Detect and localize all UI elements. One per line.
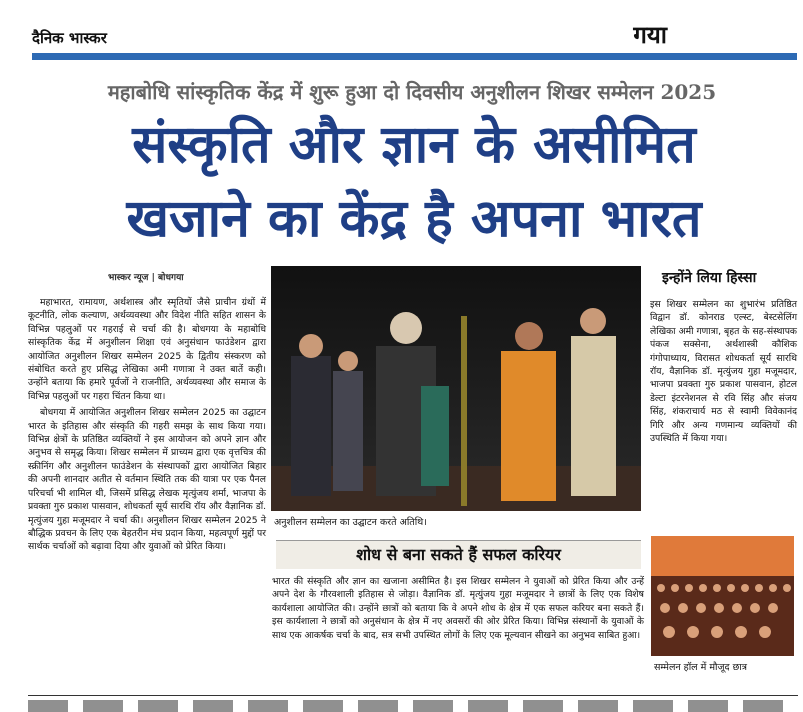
left-article-column	[28, 296, 266, 557]
photo-caption: अनुशीलन सम्मेलन का उद्घाटन करते अतिथि।	[274, 517, 427, 528]
city-label: गया	[633, 21, 667, 49]
cutoff-text-strip	[28, 700, 798, 712]
students-photo-caption: सम्मेलन हॉल में मौजूद छात्र	[654, 662, 747, 673]
middle-article-column: भारत की संस्कृति और ज्ञान का खजाना असीमित है। इस शिखर सम्मेलन ने युवाओं को प्रेरित किया और उन्हें अपने देश के गौरवशाली इतिहास से जोड़ा। वैज्ञानिक डॉ. मृत्युंजय गुहा मजूमदार ने छात्रों के लिए एक विशेष कार्यशाला आयोजित की। उन्होंने छात्रों को बताया कि वे अपने शोध के क्षेत्र में एक सफल करियर बना सकते हैं। इस कार्यशाला ने छात्रों को अनुसंधान के क्षेत्र में नए अवसरों की ओर प्रेरित किया। विभिन्न संस्थानों के युवाओं के साथ एक आकर्षक चर्चा के बाद, सत्र सभी उपस्थित लोगों के लिए एक मूल्यवान सीखने का अनुभव साबित हुआ।	[272, 576, 644, 641]
paragraph-1: महाभारत, रामायण, अर्थशास्त्र और स्मृतियों जैसे प्राचीन ग्रंथों में कूटनीति, लोक कल्याण, अर्थव्यवस्था और विदेश नीति सहित शासन के विभिन्न पहलुओं पर गहराई से चर्चा की है। बोधगया के महाबोधि सांस्कृतिक केंद्र में अनुशीलन शिक्षा एवं अनुसंधान फाउंडेशन द्वारा आयोजित अनुशीलन शिखर सम्मेलन 2025 के द्वितीय संस्करण को संबोधित करते हुए प्रसिद्ध लेखिका अमी गणात्रा ने उक्त बातें कही। उन्होंने बताया कि हमारे पूर्वजों ने राजनीति, अर्थव्यवस्था और समाज के विभिन्न पहलुओं पर गहरा चिंतन किया था।	[28, 297, 266, 402]
header-rule	[32, 53, 797, 60]
subheading: शोध से बना सकते हैं सफल करियर	[276, 540, 641, 569]
photo-illustration	[271, 266, 641, 511]
byline: भास्कर न्यूज | बोधगया	[108, 273, 184, 283]
paragraph-2: बोधगया में आयोजित अनुशीलन शिखर सम्मेलन 2025 का उद्घाटन भारत के इतिहास और संस्कृति की गहरी समझ के साथ किया गया। विभिन्न क्षेत्रों के प्रतिष्ठित व्यक्तियों ने इस आयोजन को अपने ज्ञान और अनुभव से समृद्ध किया। शिखर सम्मेलन में प्राच्यम द्वारा एक वृत्तचित्र की स्क्रीनिंग और अनुशीलन फाउंडेशन के संस्थापकों द्वारा आयोजित बिहार की अपनी शानदार अतीत से वर्तमान स्थिति तक की यात्रा पर एक पैनल परिचर्चा भी शामिल थी, जिसमें प्रसिद्ध लेखक मृत्युंजय शर्मा, भाजपा के प्रवक्ता गुरु प्रकाश पासवान, शोधकर्ता सूर्य सारथि रॉय और वैज्ञानिक डॉ. मृत्युंजय गुहा मजूमदार ने चर्चा की। अनुशीलन शिखर सम्मेलन 2025 ने बौद्धिक प्रवचन के लिए एक बेहतरीन मंच प्रदान किया, महत्वपूर्ण मुद्दों पर सार्थक चर्चाओं को बढ़ावा दिया और युवाओं को प्रेरित किया।	[28, 407, 266, 553]
sidebar-heading: इन्होंने लिया हिस्सा	[662, 270, 757, 286]
headline-line-1: संस्कृति और ज्ञान के असीमित	[132, 114, 696, 175]
students-illustration	[651, 536, 794, 656]
bottom-rule	[28, 695, 798, 696]
sidebar-text: इस शिखर सम्मेलन का शुभारंभ प्रतिष्ठित विद्वान डॉ. कोनराड एल्स्ट, बेस्टसेलिंग लेखिका अमी गणात्रा, बृहत के सह-संस्थापक पंकज सक्सेना, अर्थशास्त्री कौशिक गंगोपाध्याय, विरासत शोधकर्ता सूर्य सारथि रॉय, वैज्ञानिक डॉ. मृत्युंजय गुहा मजूमदार, भाजपा प्रवक्ता गुरु प्रकाश पासवान, होटल डेल्टा इंटरनेशनल से रवि सिंह और संजय सिंह, शंकराचार्य मठ से स्वामी विवेकानंद गिरि और अन्य गणमान्य व्यक्तियों की उपस्थिति में किया गया।	[650, 299, 797, 445]
event-photo	[271, 266, 641, 511]
newspaper-masthead: दैनिक भास्कर	[32, 29, 107, 47]
students-photo	[651, 536, 794, 656]
kicker-headline: महाबोधि सांस्कृतिक केंद्र में शुरू हुआ दो दिवसीय अनुशीलन शिखर सम्मेलन 2025	[107, 80, 717, 104]
headline-line-2: खजाने का केंद्र है अपना भारत	[126, 188, 702, 249]
main-headline	[34, 108, 794, 256]
